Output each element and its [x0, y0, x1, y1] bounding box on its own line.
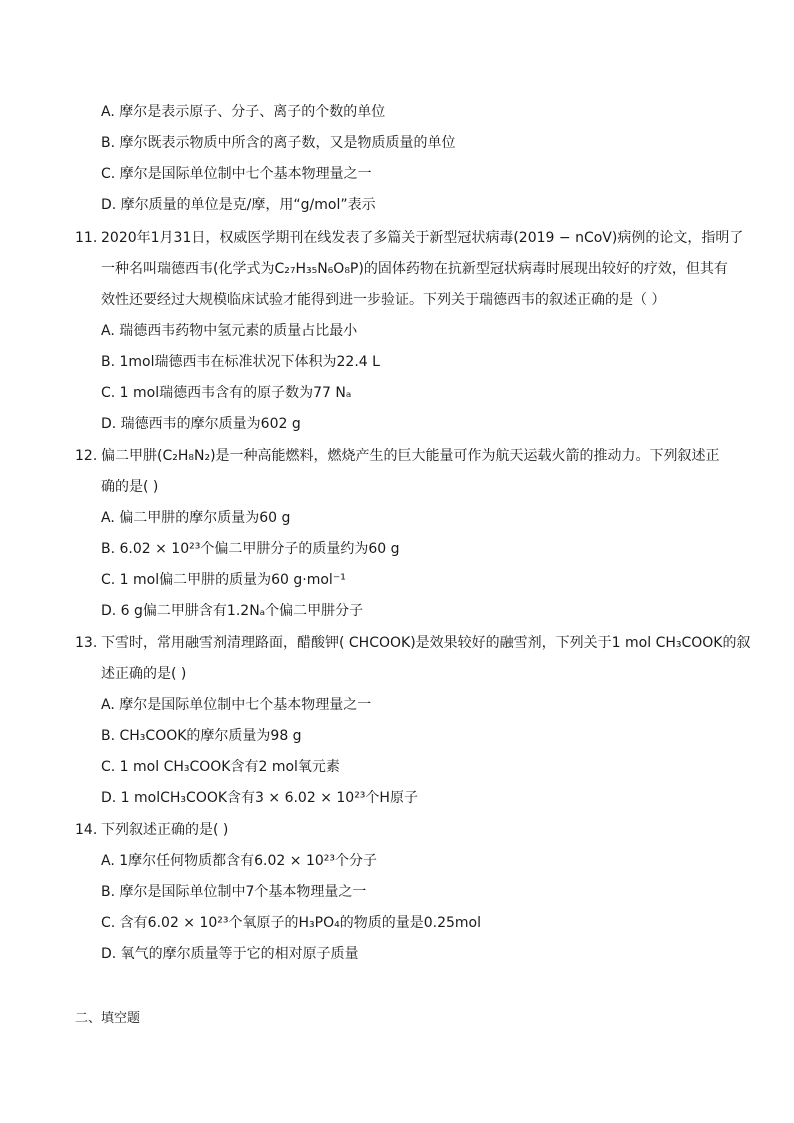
q11-stem-line-1: 2020年1月31日，权威医学期刊在线发表了多篇关于新型冠状病毒(2019 − nCoV)病例的论文，指明了	[101, 230, 744, 246]
q13-stem-line-1: 下雪时，常用融雪剂清理路面，醋酸钾( CHCOOK)是效果较好的融雪剂，下列关于1 mol CH₃COOK的叙	[101, 635, 751, 651]
q12-number: 12.	[75, 448, 98, 464]
q13-stem-line-2: 述正确的是( )	[101, 666, 187, 682]
q11-option-a: A. 瑞德西韦药物中氢元素的质量占比最小	[101, 323, 358, 339]
q11-number: 11.	[75, 230, 98, 246]
q12-option-b: B. 6.02 × 10²³个偏二甲肼分子的质量约为60 g	[101, 541, 400, 557]
q11-option-b: B. 1mol瑞德西韦在标准状况下体积为22.4 L	[101, 354, 380, 370]
q14-number: 14.	[75, 822, 98, 838]
q12-stem-line-1: 偏二甲肼(C₂H₈N₂)是一种高能燃料，燃烧产生的巨大能量可作为航天运载火箭的推动力。下列叙述正	[101, 448, 720, 464]
q13-option-a: A. 摩尔是国际单位制中七个基本物理量之一	[101, 697, 372, 713]
q11-option-c: C. 1 mol瑞德西韦含有的原子数为77 Nₐ	[101, 385, 352, 401]
q10-option-a: A. 摩尔是表示原子、分子、离子的个数的单位	[101, 104, 386, 120]
q14-option-b: B. 摩尔是国际单位制中7个基本物理量之一	[101, 884, 367, 900]
q11-option-d: D. 瑞德西韦的摩尔质量为602 g	[101, 416, 301, 432]
q13-option-c: C. 1 mol CH₃COOK含有2 mol氧元素	[101, 759, 340, 775]
q11-stem-line-2: 一种名叫瑞德西韦(化学式为C₂₇H₃₅N₆O₈P)的固体药物在抗新型冠状病毒时展现出较好的疗效，但其有	[101, 261, 728, 277]
section-heading-fill-in: 二、填空题	[75, 1011, 141, 1026]
q14-stem-line-1: 下列叙述正确的是( )	[101, 822, 229, 838]
q12-option-d: D. 6 g偏二甲肼含有1.2Nₐ个偏二甲肼分子	[101, 603, 364, 619]
q10-option-c: C. 摩尔是国际单位制中七个基本物理量之一	[101, 166, 372, 182]
q11-stem-line-3: 效性还要经过大规模临床试验才能得到进一步验证。下列关于瑞德西韦的叙述正确的是（ ）	[101, 292, 666, 308]
q14-option-d: D. 氧气的摩尔质量等于它的相对原子质量	[101, 946, 359, 962]
q12-option-a: A. 偏二甲肼的摩尔质量为60 g	[101, 510, 291, 526]
q12-option-c: C. 1 mol偏二甲肼的质量为60 g·mol⁻¹	[101, 572, 346, 588]
q13-number: 13.	[75, 635, 98, 651]
q14-option-a: A. 1摩尔任何物质都含有6.02 × 10²³个分子	[101, 853, 377, 869]
q12-stem-line-2: 确的是( )	[101, 479, 159, 495]
q14-option-c: C. 含有6.02 × 10²³个氧原子的H₃PO₄的物质的量是0.25mol	[101, 915, 481, 931]
q13-option-d: D. 1 molCH₃COOK含有3 × 6.02 × 10²³个H原子	[101, 790, 418, 806]
q10-option-b: B. 摩尔既表示物质中所含的离子数，又是物质质量的单位	[101, 135, 456, 151]
q10-option-d: D. 摩尔质量的单位是克/摩，用“g/mol”表示	[101, 197, 376, 213]
q13-option-b: B. CH₃COOK的摩尔质量为98 g	[101, 728, 302, 744]
